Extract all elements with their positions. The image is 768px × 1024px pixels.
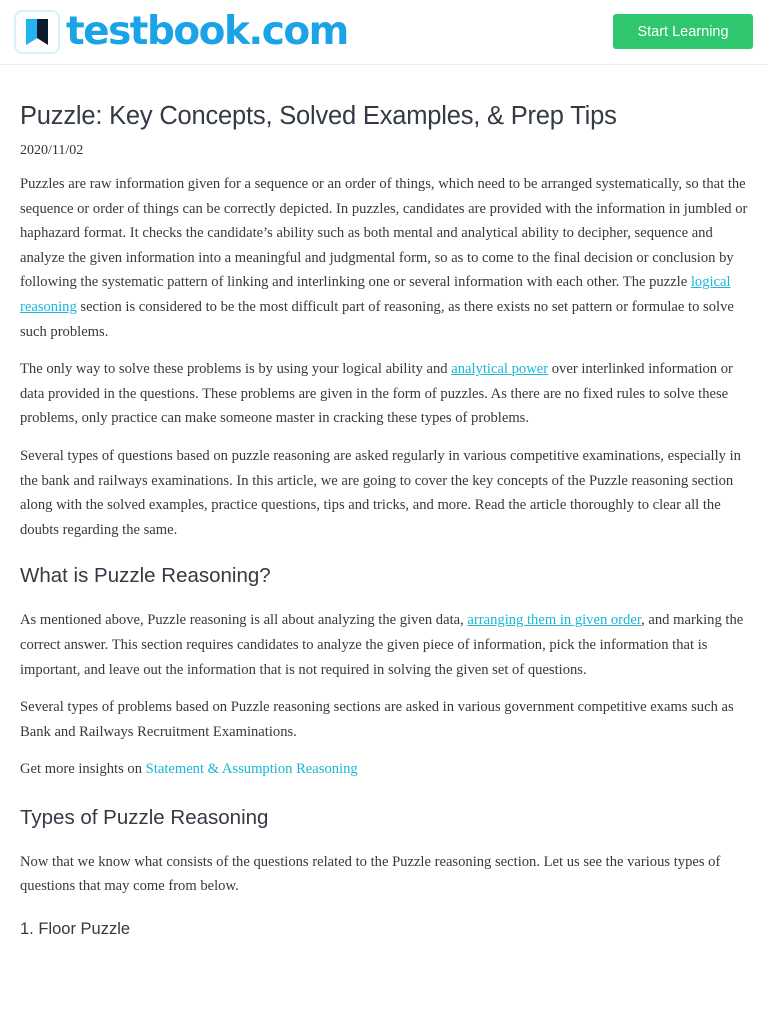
article [0, 101, 768, 939]
paragraph-text: section is considered to be the most difficult part of reasoning, as there exists no set pattern or formulae to solve such problems. [20, 298, 734, 340]
arranging-order-link[interactable]: arranging them in given order [467, 612, 642, 629]
paragraph-text: over interlinked information or data provided in the questions. These problems are given in the form of puzzles. As there are no fixed rules to solve these problems, only practice can make someone master in cracking these types of problems. [20, 361, 733, 427]
paragraph-question-types: Several types of questions based on puzzle reasoning are asked regularly in various competitive examinations, especially in the bank and railways examinations. In this article, we are going to cover the key concepts of the Puzzle reasoning section along with the solved examples, practice questions, tips and tricks, and more. Read the article thoroughly to clear all the doubts regarding the same. [20, 447, 741, 538]
testbook-logo-icon [14, 10, 60, 54]
paragraph-intro [20, 172, 748, 344]
start-learning-button[interactable]: Start Learning [613, 14, 753, 49]
heading-what-is-puzzle: What is Puzzle Reasoning? [20, 564, 271, 588]
paragraph-text: The only way to solve these problems is by using your logical ability and [20, 361, 452, 378]
paragraph-types-intro: Now that we know what consists of the questions related to the Puzzle reasoning section. Let us see the various types of questions that may come from below. [20, 853, 721, 895]
statement-assumption-link[interactable]: Statement & Assumption Reasoning [145, 761, 358, 778]
paragraph-logical-ability [20, 357, 748, 431]
paragraph-definition [20, 608, 748, 682]
site-header [0, 0, 768, 65]
article-title: Puzzle: Key Concepts, Solved Examples, & Prep Tips [20, 102, 617, 130]
logo-text: testbook.com [66, 9, 348, 54]
paragraph-more-insights [20, 757, 748, 782]
paragraph-text: As mentioned above, Puzzle reasoning is all about analyzing the given data, [20, 612, 468, 629]
paragraph-government-exams: Several types of problems based on Puzzle reasoning sections are asked in various government competitive exams such as Bank and Railways Recruitment Examinations. [20, 699, 734, 740]
paragraph-text: , and marking the correct answer. This section requires candidates to analyze the given piece of information, pick the information that is important, and leave out the information that is not required in solving the given set of questions. [20, 612, 744, 678]
paragraph-text: Puzzles are raw information given for a sequence or an order of things, which need to be arranged systematically, so that the sequence or order of things can be correctly depicted. In puzzles, candidates are provided with the information in jumbled or haphazard format. It checks the candidate’s ability such as both mental and analytical ability to decipher, sequence and analyze the given information into a meaningful and judgmental form, so as to come to the final decision or conclusion by following the systematic pattern of linking and interlinking one or several information with each other. The puzzle [20, 176, 748, 291]
logical-reasoning-link[interactable]: logical reasoning [20, 274, 731, 315]
analytical-power-link[interactable]: analytical power [451, 361, 549, 378]
paragraph-text: Get more insights on [20, 761, 146, 778]
site-logo[interactable] [14, 9, 348, 55]
heading-floor-puzzle: 1. Floor Puzzle [20, 920, 131, 939]
heading-types-of-puzzle: Types of Puzzle Reasoning [20, 805, 269, 829]
article-date: 2020/11/02 [20, 143, 84, 158]
